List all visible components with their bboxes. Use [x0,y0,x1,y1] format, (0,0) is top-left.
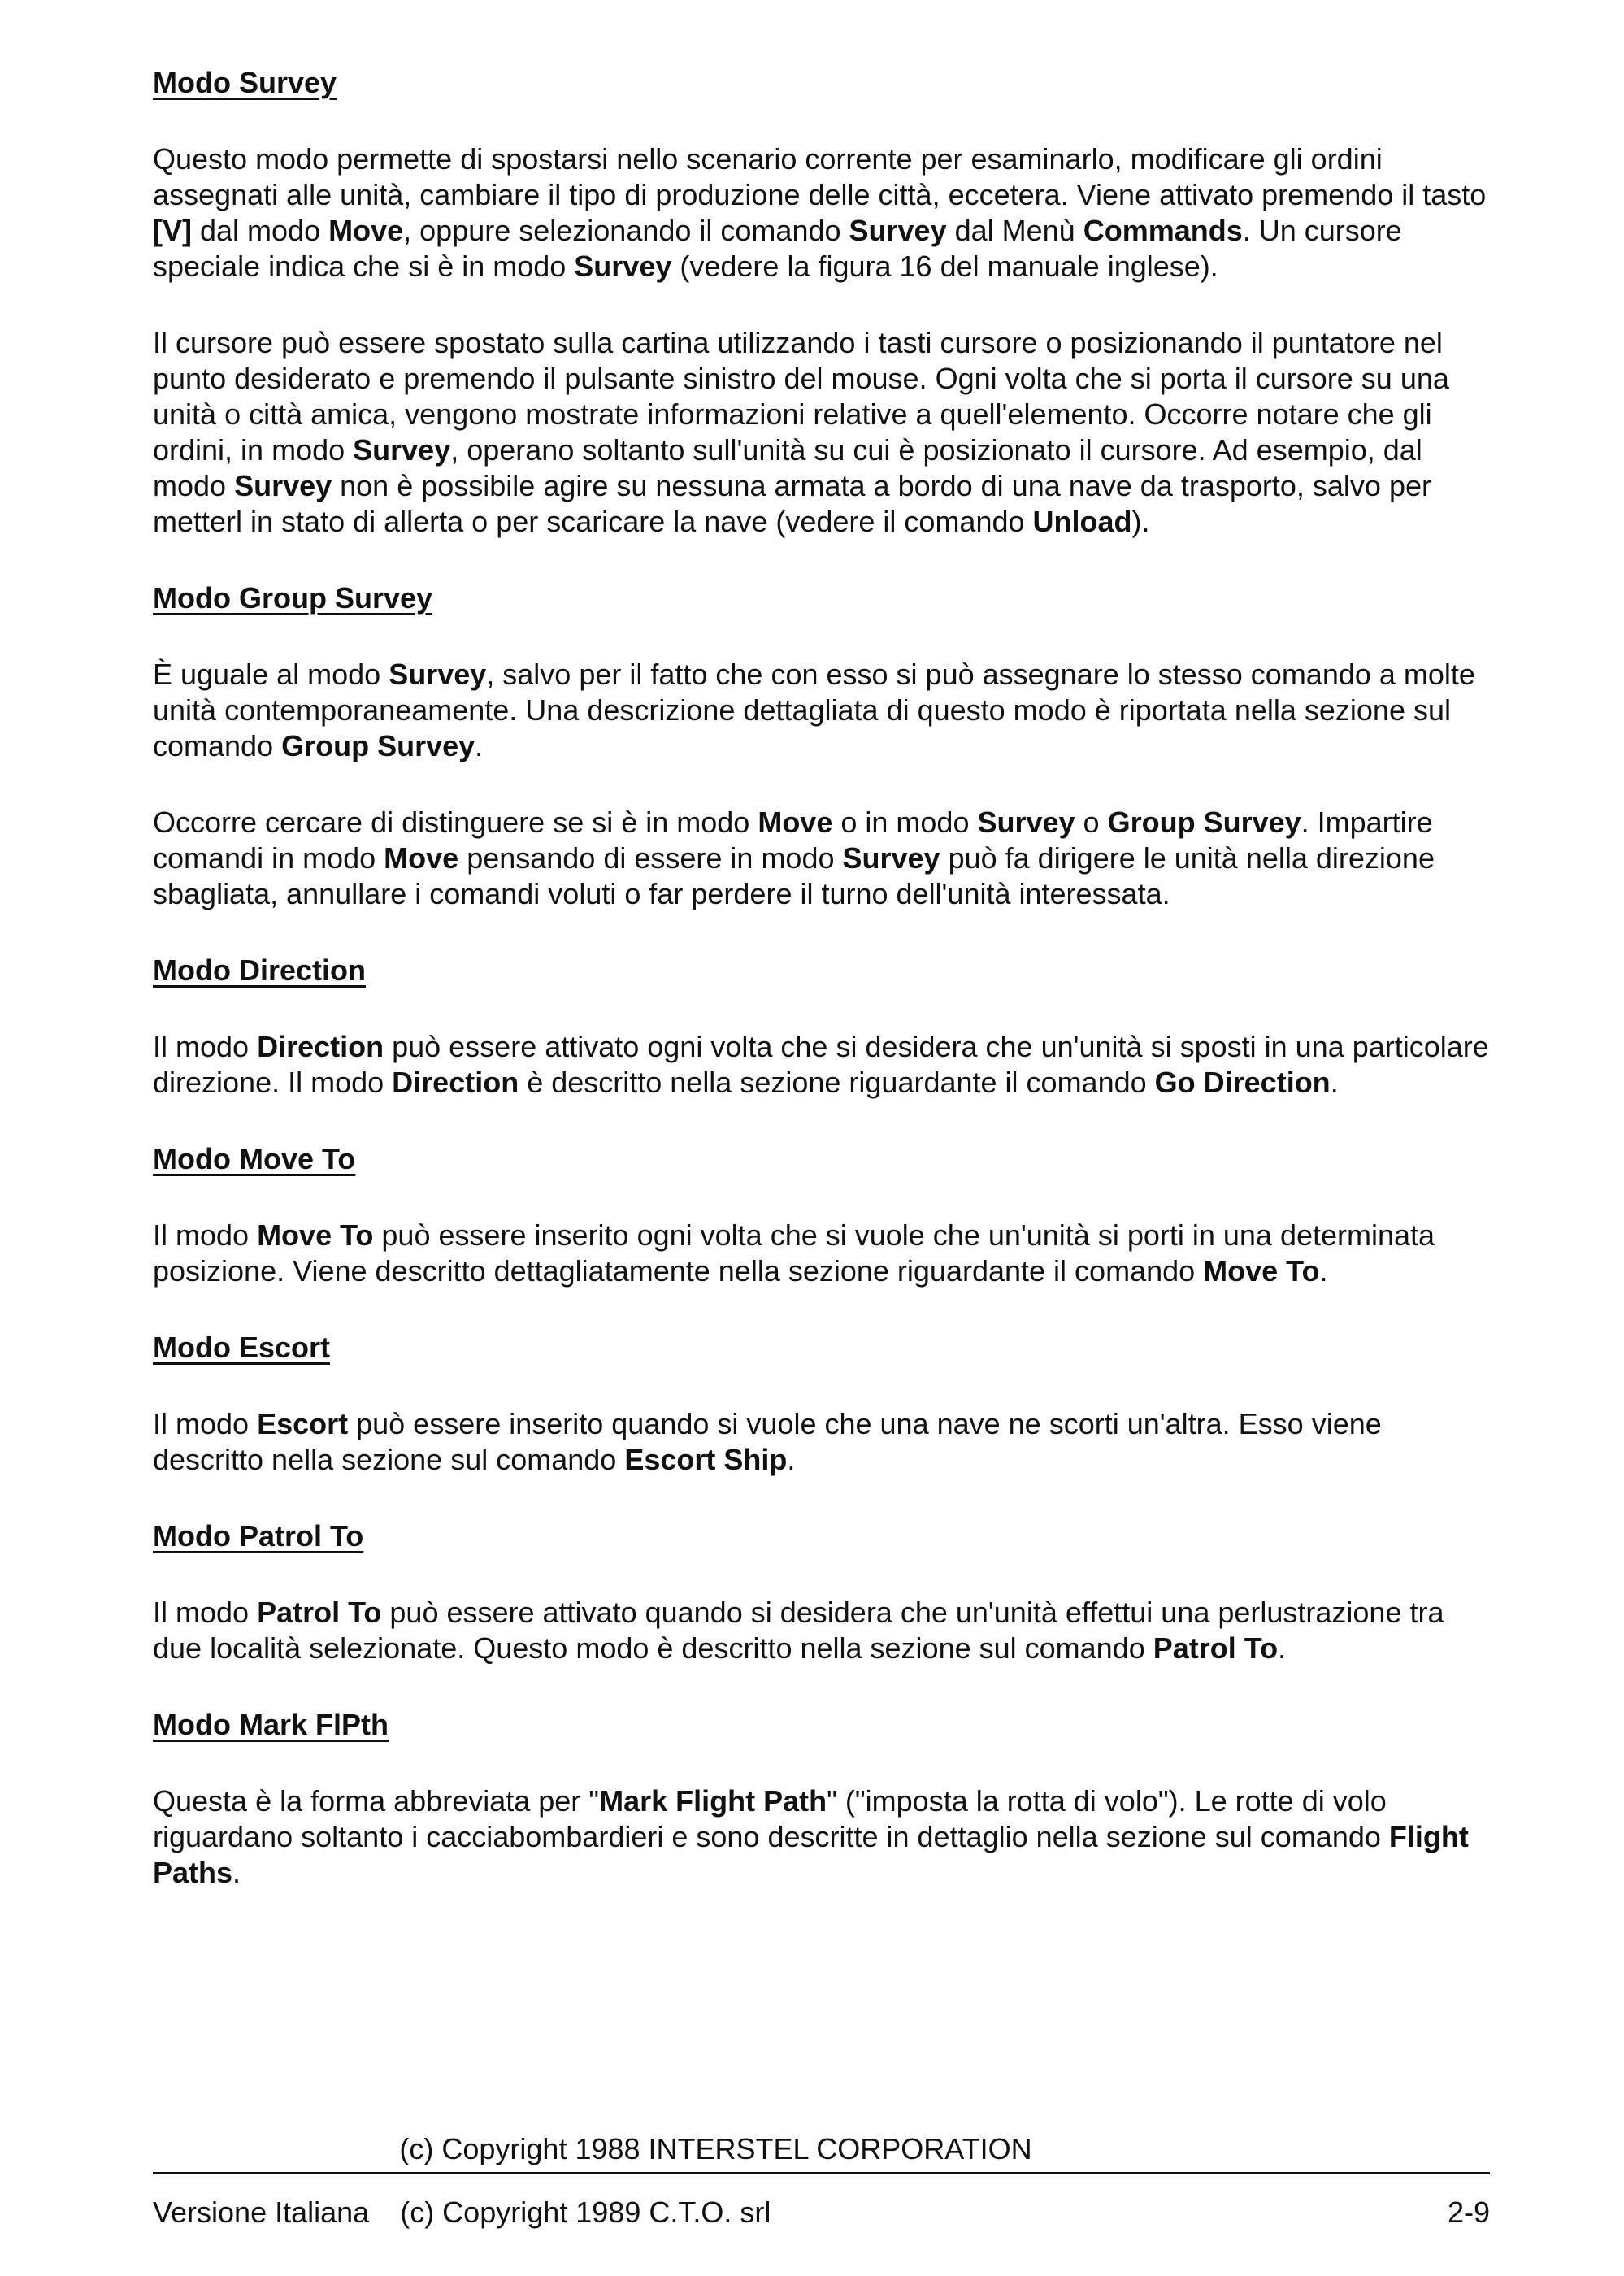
text-run: . Impartire comandi in modo [153,806,1433,875]
bold-term: [V] [153,214,192,247]
paragraph [153,1029,1490,1101]
section-group-survey [153,580,1490,912]
copyright-italian: (c) Copyright 1989 C.T.O. srl [400,2196,771,2229]
text-run: può essere attivato quando si desidera che un'unità effettui una perlustrazione tra due località selezionate. Questo modo è descritto nella sezione sul comando [153,1596,1444,1665]
section-move-to [153,1141,1490,1289]
text-run: . [1278,1631,1287,1665]
page-footer [153,2130,1490,2230]
paragraph [153,1783,1490,1891]
section-heading: Modo Move To [153,1142,356,1175]
bold-term: Direction [257,1030,384,1063]
bold-term: Move To [257,1218,374,1252]
text-run: . [475,729,484,762]
bold-term: Commands [1083,214,1243,247]
paragraph [153,1406,1490,1478]
text-run: può essere inserito quando si vuole che una nave ne scorti un'altra. Esso viene descritto nella sezione sul comando [153,1407,1382,1476]
bold-term: Move To [1203,1254,1320,1288]
section-heading: Modo Patrol To [153,1519,364,1553]
text-run: . Un cursore speciale indica che si è in modo [153,214,1402,283]
text-run: dal modo [192,214,329,247]
text-run: può essere attivato ogni volta che si desidera che un'unità si sposti in una particolare direzione. Il modo [153,1030,1489,1099]
bold-term: Group Survey [281,729,475,762]
bold-term: Survey [234,469,332,502]
version-label: Versione Italiana [153,2196,370,2229]
section-escort [153,1330,1490,1478]
section-mark-flpth [153,1707,1490,1891]
paragraph [153,1595,1490,1666]
section-heading: Modo Escort [153,1331,331,1364]
bold-term: Survey [977,806,1075,839]
copyright-line: (c) Copyright 1988 INTERSTEL CORPORATION [153,2130,1490,2174]
bold-term: Group Survey [1107,806,1301,839]
text-run: dal Menù [946,214,1083,247]
section-survey [153,65,1490,540]
paragraph [153,1218,1490,1289]
bold-term: Move [384,841,459,875]
text-run: È uguale al modo [153,658,389,691]
bold-term: Go Direction [1154,1066,1331,1099]
text-run: Il modo [153,1596,258,1629]
bold-term: Move [758,806,833,839]
text-run: , salvo per il fatto che con esso si può assegnare lo stesso comando a molte unità contemporaneamente. Una descrizione dettagliata di questo modo è riportata nella sezione sul comando [153,658,1475,762]
text-run: Occorre cercare di distinguere se si è in modo [153,806,758,839]
bold-term: Survey [849,214,947,247]
text-run: Questo modo permette di spostarsi nello scenario corrente per esaminarlo, modificare gli ordini assegnati alle unità, cambiare il tipo di produzione delle città, eccetera. Viene attivato premendo il tasto [153,142,1487,211]
text-run: o [1075,806,1108,839]
footer-bottom-row [153,2196,1490,2230]
text-run: ). [1131,505,1150,538]
bold-term: Survey [574,250,672,283]
text-run: Il modo [153,1218,258,1252]
section-direction [153,953,1490,1101]
document-body [153,65,1490,1931]
section-heading: Modo Survey [153,66,337,99]
page-number: 2-9 [1447,2196,1490,2229]
bold-term: Patrol To [257,1596,382,1629]
section-patrol-to [153,1518,1490,1666]
text-run: è descritto nella sezione riguardante il comando [519,1066,1155,1099]
bold-term: Unload [1032,505,1132,538]
bold-term: Mark Flight Path [599,1784,827,1818]
text-run: può fa dirigere le unità nella direzione sbagliata, annullare i comandi voluti o far perdere il turno dell'unità interessata. [153,841,1435,910]
paragraph [153,805,1490,912]
bold-term: Survey [353,433,451,467]
bold-term: Patrol To [1153,1631,1279,1665]
section-heading: Modo Mark FlPth [153,1708,389,1741]
section-heading: Modo Group Survey [153,581,433,615]
bold-term: Survey [389,658,487,691]
footer-left [153,2196,793,2230]
paragraph [153,141,1490,284]
text-run: può essere inserito ogni volta che si vuole che un'unità si porti in una determinata posizione. Viene descritto dettagliatamente nella sezione riguardante il comando [153,1218,1435,1288]
text-run: , operano soltanto sull'unità su cui è posizionato il cursore. Ad esempio, dal modo [153,433,1422,502]
text-run: " ("imposta la rotta di volo"). Le rotte di volo riguardano soltanto i cacciabombardieri e sono descritte in dettaglio nella sezione sul comando [153,1784,1389,1853]
text-run: , oppure selezionando il comando [403,214,849,247]
paragraph [153,325,1490,540]
bold-term: Escort [257,1407,349,1440]
bold-term: Survey [842,841,940,875]
text-run: (vedere la figura 16 del manuale inglese). [671,250,1218,283]
text-run: . [1319,1254,1328,1288]
text-run: Questa è la forma abbreviata per " [153,1784,600,1818]
bold-term: Direction [392,1066,519,1099]
text-run: Il modo [153,1407,258,1440]
text-run: o in modo [832,806,978,839]
text-run: Il cursore può essere spostato sulla cartina utilizzando i tasti cursore o posizionando il puntatore nel punto desiderato e premendo il pulsante sinistro del mouse. Ogni volta che si porta il cursore su una unità o città amica, vengono mostrate informazioni relative a quell'elemento. Occorre notare che gli ordini, in modo [153,326,1449,467]
text-run: . [1330,1066,1339,1099]
paragraph [153,657,1490,764]
text-run: . [787,1443,796,1476]
text-run: pensando di essere in modo [458,841,843,875]
bold-term: Flight Paths [153,1820,1469,1889]
text-run: Il modo [153,1030,258,1063]
section-heading: Modo Direction [153,953,366,987]
text-run: non è possibile agire su nessuna armata a bordo di una nave da trasporto, salvo per metterl in stato di allerta o per scaricare la nave (vedere il comando [153,469,1431,538]
text-run: . [232,1856,241,1889]
bold-term: Escort Ship [624,1443,788,1476]
bold-term: Move [328,214,404,247]
